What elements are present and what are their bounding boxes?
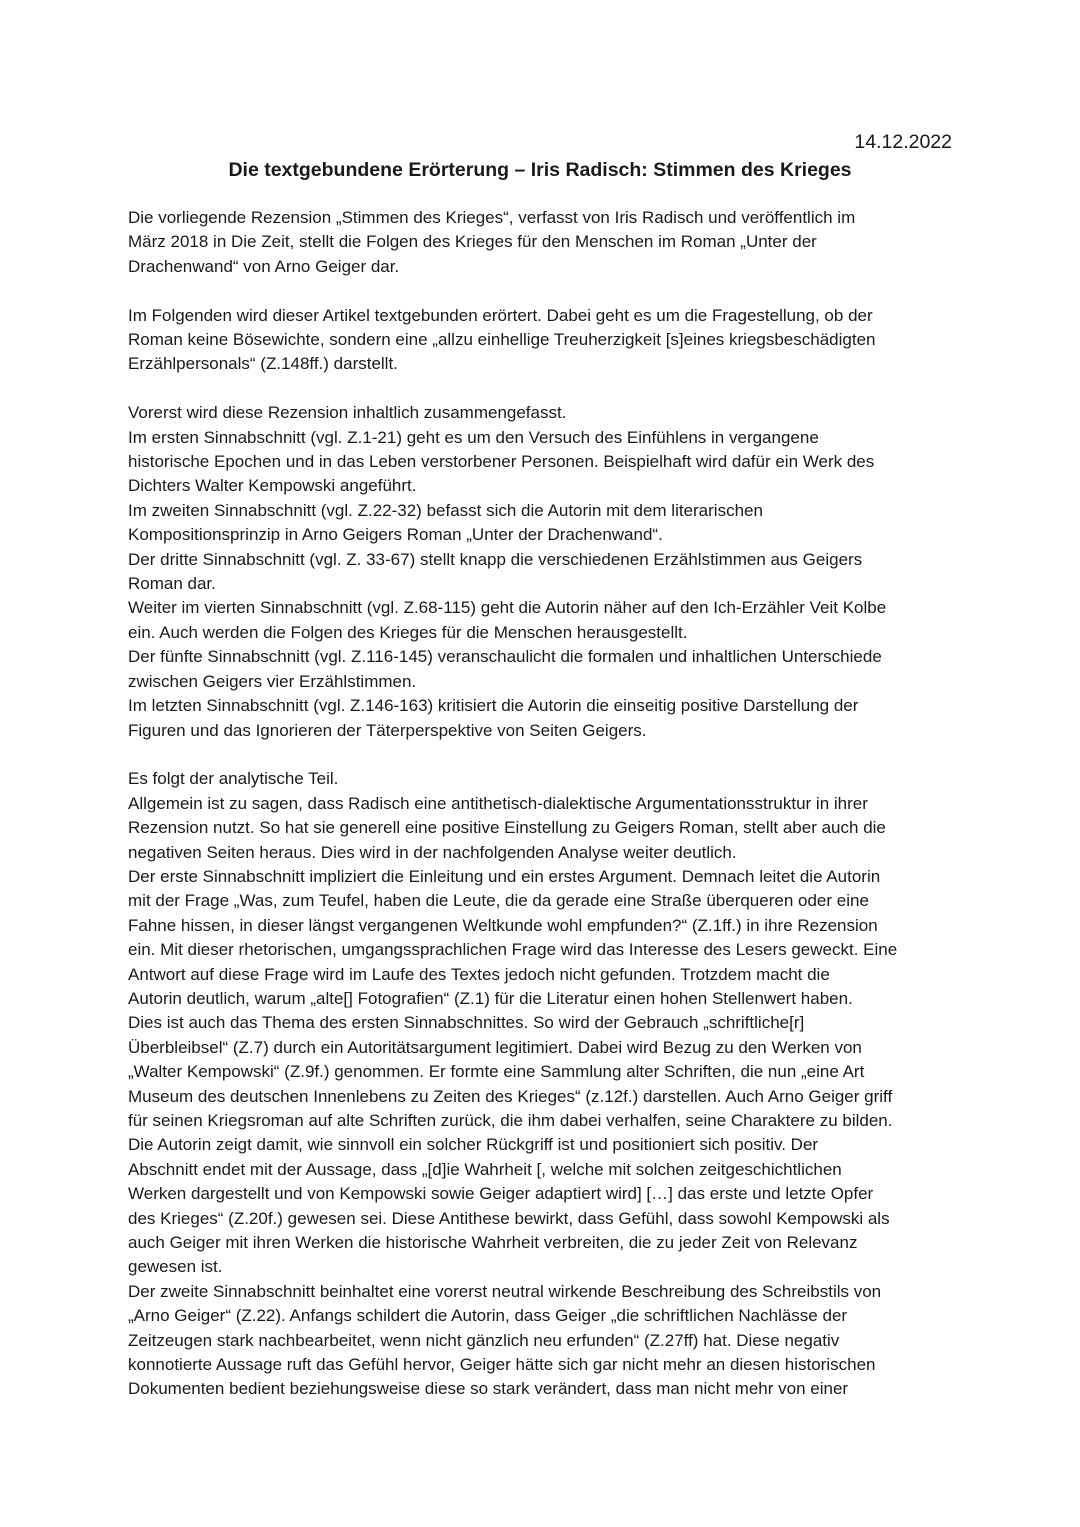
text-line: Roman dar. <box>128 574 216 594</box>
text-line: „Walter Kempowski“ (Z.9f.) genommen. Er formte eine Sammlung alter Schriften, die nun „eine Art <box>128 1062 865 1082</box>
text-line: Der zweite Sinnabschnitt beinhaltet eine vorerst neutral wirkende Beschreibung des Schreibstils von <box>128 1281 882 1301</box>
text-line: Antwort auf diese Frage wird im Laufe des Textes jedoch nicht gefunden. Trotzdem macht die <box>128 964 830 984</box>
paragraph-summary <box>128 401 952 743</box>
text-line: Werken dargestellt und von Kempowski sowie Geiger adaptiert wird] […] das erste und letzte Opfer <box>128 1184 874 1204</box>
text-line: Museum des deutschen Innenlebens zu Zeiten des Krieges“ (z.12f.) darstellen. Auch Arno Geiger griff <box>128 1086 893 1106</box>
text-line: Figuren und das Ignorieren der Täterperspektive von Seiten Geigers. <box>128 720 647 740</box>
text-line: Im ersten Sinnabschnitt (vgl. Z.1-21) geht es um den Versuch des Einfühlens in vergangene <box>128 427 819 447</box>
text-line: Autorin deutlich, warum „alte[] Fotografien“ (Z.1) für die Literatur einen hohen Stellenwert haben. <box>128 988 853 1008</box>
paragraph-introduction <box>128 206 952 279</box>
text-line: Es folgt der analytische Teil. <box>128 769 339 789</box>
text-line: Weiter im vierten Sinnabschnitt (vgl. Z.68-115) geht die Autorin näher auf den Ich-Erzähler Veit Kolbe <box>128 598 887 618</box>
text-line: ein. Mit dieser rhetorischen, umgangssprachlichen Frage wird das Interesse des Lesers geweckt. Eine <box>128 940 898 960</box>
text-line: Im letzten Sinnabschnitt (vgl. Z.146-163) kritisiert die Autorin die einseitig positive Darstellung der <box>128 696 859 716</box>
text-line: Im zweiten Sinnabschnitt (vgl. Z.22-32) befasst sich die Autorin mit dem literarischen <box>128 500 763 520</box>
text-line: historische Epochen und in das Leben verstorbener Personen. Beispielhaft wird dafür ein Werk des <box>128 452 875 472</box>
text-line: Vorerst wird diese Rezension inhaltlich zusammengefasst. <box>128 403 567 423</box>
text-line: März 2018 in Die Zeit, stellt die Folgen des Krieges für den Menschen im Roman „Unter der <box>128 232 817 252</box>
text-line: „Arno Geiger“ (Z.22). Anfangs schildert die Autorin, dass Geiger „die schriftlichen Nachlässe der <box>128 1306 848 1326</box>
text-line: Fahne hissen, in dieser längst vergangenen Weltkunde wohl empfunden?“ (Z.1ff.) in ihre Rezension <box>128 915 878 935</box>
text-line: zwischen Geigers vier Erzählstimmen. <box>128 671 417 691</box>
paragraph-question <box>128 304 952 377</box>
text-line: auch Geiger mit ihren Werken die historische Wahrheit verbreiten, die zu jeder Zeit von Relevanz <box>128 1233 858 1253</box>
document-title: Die textgebundene Erörterung – Iris Radisch: Stimmen des Krieges <box>228 159 852 181</box>
text-line: Die vorliegende Rezension „Stimmen des Krieges“, verfasst von Iris Radisch und veröffentlich im <box>128 208 856 227</box>
text-line: negativen Seiten heraus. Dies wird in der nachfolgenden Analyse weiter deutlich. <box>128 842 737 862</box>
text-line: mit der Frage „Was, zum Teufel, haben die Leute, die da gerade eine Straße überqueren oder eine <box>128 891 869 911</box>
text-line: für seinen Kriegsroman auf alte Schriften zurück, die ihm dabei verhalfen, seine Charaktere zu bilden. <box>128 1110 893 1130</box>
text-line: Dies ist auch das Thema des ersten Sinnabschnittes. So wird der Gebrauch „schriftliche[r] <box>128 1013 805 1033</box>
text-line: gewesen ist. <box>128 1257 223 1277</box>
text-line: Im Folgenden wird dieser Artikel textgebunden erörtert. Dabei geht es um die Fragestellung, ob der <box>128 305 873 325</box>
text-line: Kompositionsprinzip in Arno Geigers Roman „Unter der Drachenwand“. <box>128 525 663 545</box>
text-line: Dokumenten bedient beziehungsweise diese so stark verändert, dass man nicht mehr von einer <box>128 1379 849 1399</box>
text-line: Rezension nutzt. So hat sie generell eine positive Einstellung zu Geigers Roman, stellt aber auch die <box>128 818 886 838</box>
text-line: Abschnitt endet mit der Aussage, dass „[d]ie Wahrheit [, welche mit solchen zeitgeschichtlichen <box>128 1159 842 1179</box>
text-line: Zeitzeugen stark nachbearbeitet, wenn nicht gänzlich neu erfunden“ (Z.27ff) hat. Diese negativ <box>128 1330 840 1350</box>
paragraph-analysis <box>128 767 952 1402</box>
text-line: Der erste Sinnabschnitt impliziert die Einleitung und ein erstes Argument. Demnach leitet die Autorin <box>128 866 881 886</box>
text-line: ein. Auch werden die Folgen des Krieges für die Menschen herausgestellt. <box>128 622 688 642</box>
text-line: Dichters Walter Kempowski angeführt. <box>128 476 417 496</box>
text-line: Überbleibsel“ (Z.7) durch ein Autoritätsargument legitimiert. Dabei wird Bezug zu den Werken von <box>128 1037 862 1057</box>
text-line: Die Autorin zeigt damit, wie sinnvoll ein solcher Rückgriff ist und positioniert sich positiv. Der <box>128 1135 819 1155</box>
text-line: Der dritte Sinnabschnitt (vgl. Z. 33-67) stellt knapp die verschiedenen Erzählstimmen aus Geigers <box>128 549 863 569</box>
text-line: konnotierte Aussage ruft das Gefühl hervor, Geiger hätte sich gar nicht mehr an diesen historischen <box>128 1355 876 1375</box>
text-line: Allgemein ist zu sagen, dass Radisch eine antithetisch-dialektische Argumentationsstruktur in ihrer <box>128 793 868 813</box>
text-line: des Krieges“ (Z.20f.) gewesen sei. Diese Antithese bewirkt, dass Gefühl, dass sowohl Kempowski als <box>128 1208 890 1228</box>
text-line: Der fünfte Sinnabschnitt (vgl. Z.116-145) veranschaulicht die formalen und inhaltlichen Unterschiede <box>128 647 882 667</box>
document-page <box>128 128 952 1402</box>
text-line: Drachenwand“ von Arno Geiger dar. <box>128 256 400 276</box>
text-line: Roman keine Bösewichte, sondern eine „allzu einhellige Treuherzigkeit [s]eines kriegsbeschädigten <box>128 330 876 350</box>
text-line: Erzählpersonals“ (Z.148ff.) darstellt. <box>128 354 398 374</box>
document-date: 14.12.2022 <box>854 131 952 153</box>
